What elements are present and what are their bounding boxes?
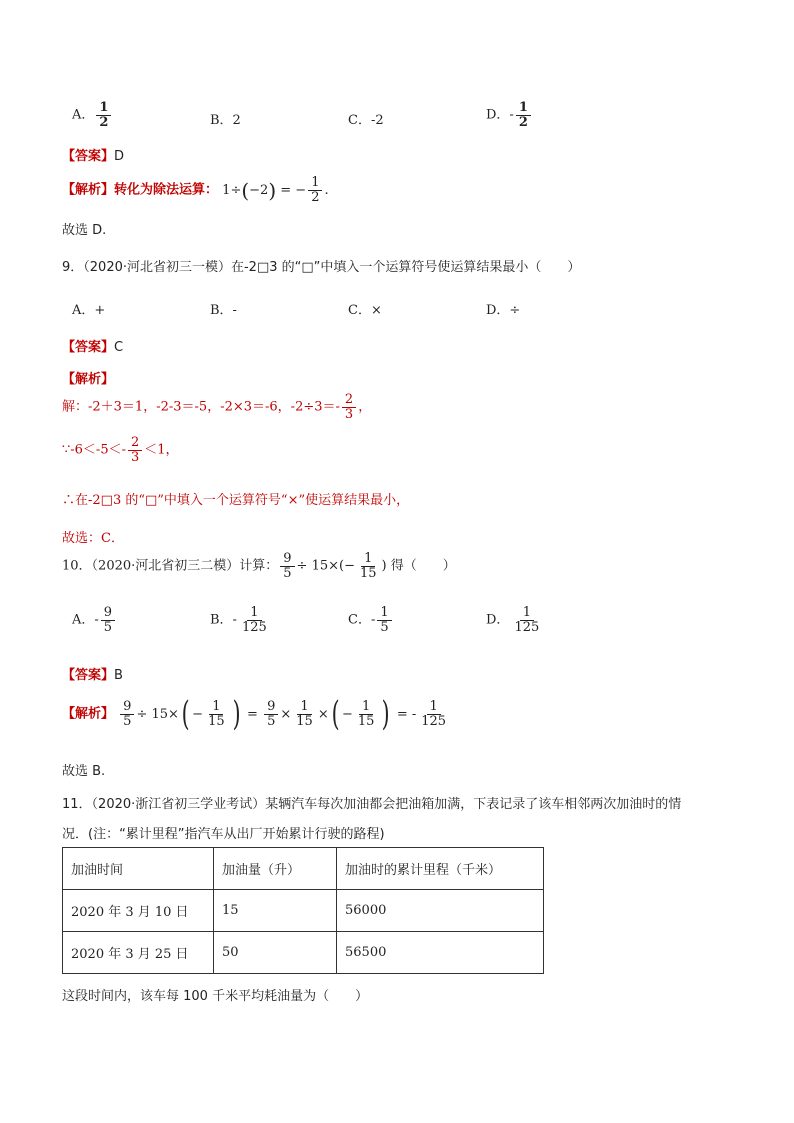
q8-option-c: C．-2 [348,113,384,128]
q10-option-c: C．- $\frac{1}{5}$ [348,606,394,634]
q9-solution: 解：-2＋3＝1，-2-3＝-5，-2×3＝-6，-2÷3＝- $\frac{2}{3}$ ， [62,392,372,422]
table-cell: 2020 年 3 月 25 日 [63,932,214,974]
q9-conclusion: ∴在-2□3 的“□”中填入一个运算符号“×”使运算结果最小， [62,493,410,508]
q9-option-a: A．+ [72,303,106,318]
table-header-cell: 加油量（升） [214,848,337,890]
q8-expression: 1÷(−2) = − $\frac{1}{2}$ . [222,175,329,205]
q9-select: 故选：C． [62,531,124,546]
table-header-row [63,848,544,890]
q9-analysis-tag: 【解析】 [62,372,115,387]
fuel-table [62,847,544,974]
q9-option-c: C．× [348,303,382,318]
q10-expression: $\frac{9}{5}$ ÷ 15×( − $\frac{1}{15}$ ) = $\frac{9}{5}$ × $\frac{1}{15}$ ×( − $\frac{1}{15}$ ) = - $\frac{1}{125}$ [118,707,451,722]
q8-select: 故选 D. [62,223,107,238]
q11-question: 这段时间内，该车每 100 千米平均耗油量为（ ） [62,989,369,1004]
q8-option-a: A． $\frac{1}{2}$ [72,101,113,129]
q11-stem-line2: 况．(注：“累计里程”指汽车从出厂开始累计行驶的路程) [62,827,385,842]
q8-answer: 【答案】D [62,149,125,164]
table-header-cell: 加油时的累计里程（千米） [337,848,544,890]
q8-option-d: D．- $\frac{1}{2}$ [486,101,533,129]
table-cell: 2020 年 3 月 10 日 [63,890,214,932]
q8-analysis: 【解析】转化为除法运算： 1÷(−2) = − $\frac{1}{2}$ . [62,175,329,205]
q9-stem: 9．（2020·河北省初三一模）在-2□3 的“□”中填入一个运算符号使运算结果最小（ ） [62,260,581,275]
q10-answer: 【答案】B [62,668,123,683]
q9-option-d: D．÷ [486,303,521,318]
table-cell: 56000 [337,890,544,932]
table-cell: 50 [214,932,337,974]
q10-select: 故选 B. [62,764,106,779]
table-row [63,890,544,932]
q10-option-b: B．- $\frac{1}{125}$ [210,605,267,635]
q10-option-d: D． $\frac{1}{125}$ [486,605,540,635]
q9-answer: 【答案】C [62,340,124,355]
table-cell: 56500 [337,932,544,974]
table-row [63,932,544,974]
fraction: $\frac{1}{2}$ [96,101,111,129]
q11-stem-line1: 11．（2020·浙江省初三学业考试）某辆汽车每次加油都会把油箱加满，下表记录了该车相邻两次加油时的情 [62,797,682,812]
q9-option-b: B．- [210,303,237,318]
q9-inequality: ∵-6＜-5＜- $\frac{2}{3}$ ＜1， [62,435,179,465]
table-header-cell: 加油时间 [63,848,214,890]
q8-option-b: B．2 [210,113,241,128]
table-cell: 15 [214,890,337,932]
q10-option-a: A．- $\frac{9}{5}$ [72,606,117,634]
q10-stem: 10．（2020·河北省初三二模）计算： $\frac{9}{5}$ ÷ 15×(− $\frac{1}{15}$ ) 得（ ） [62,551,456,581]
q10-analysis: 【解析】 $\frac{9}{5}$ ÷ 15×( − $\frac{1}{15}$ ) = $\frac{9}{5}$ × $\frac{1}{15}$ ×( − $\frac{1}{15}$ ) = - $\frac{1}{125}$ [62,697,451,731]
fraction: $\frac{1}{2}$ [516,101,531,129]
